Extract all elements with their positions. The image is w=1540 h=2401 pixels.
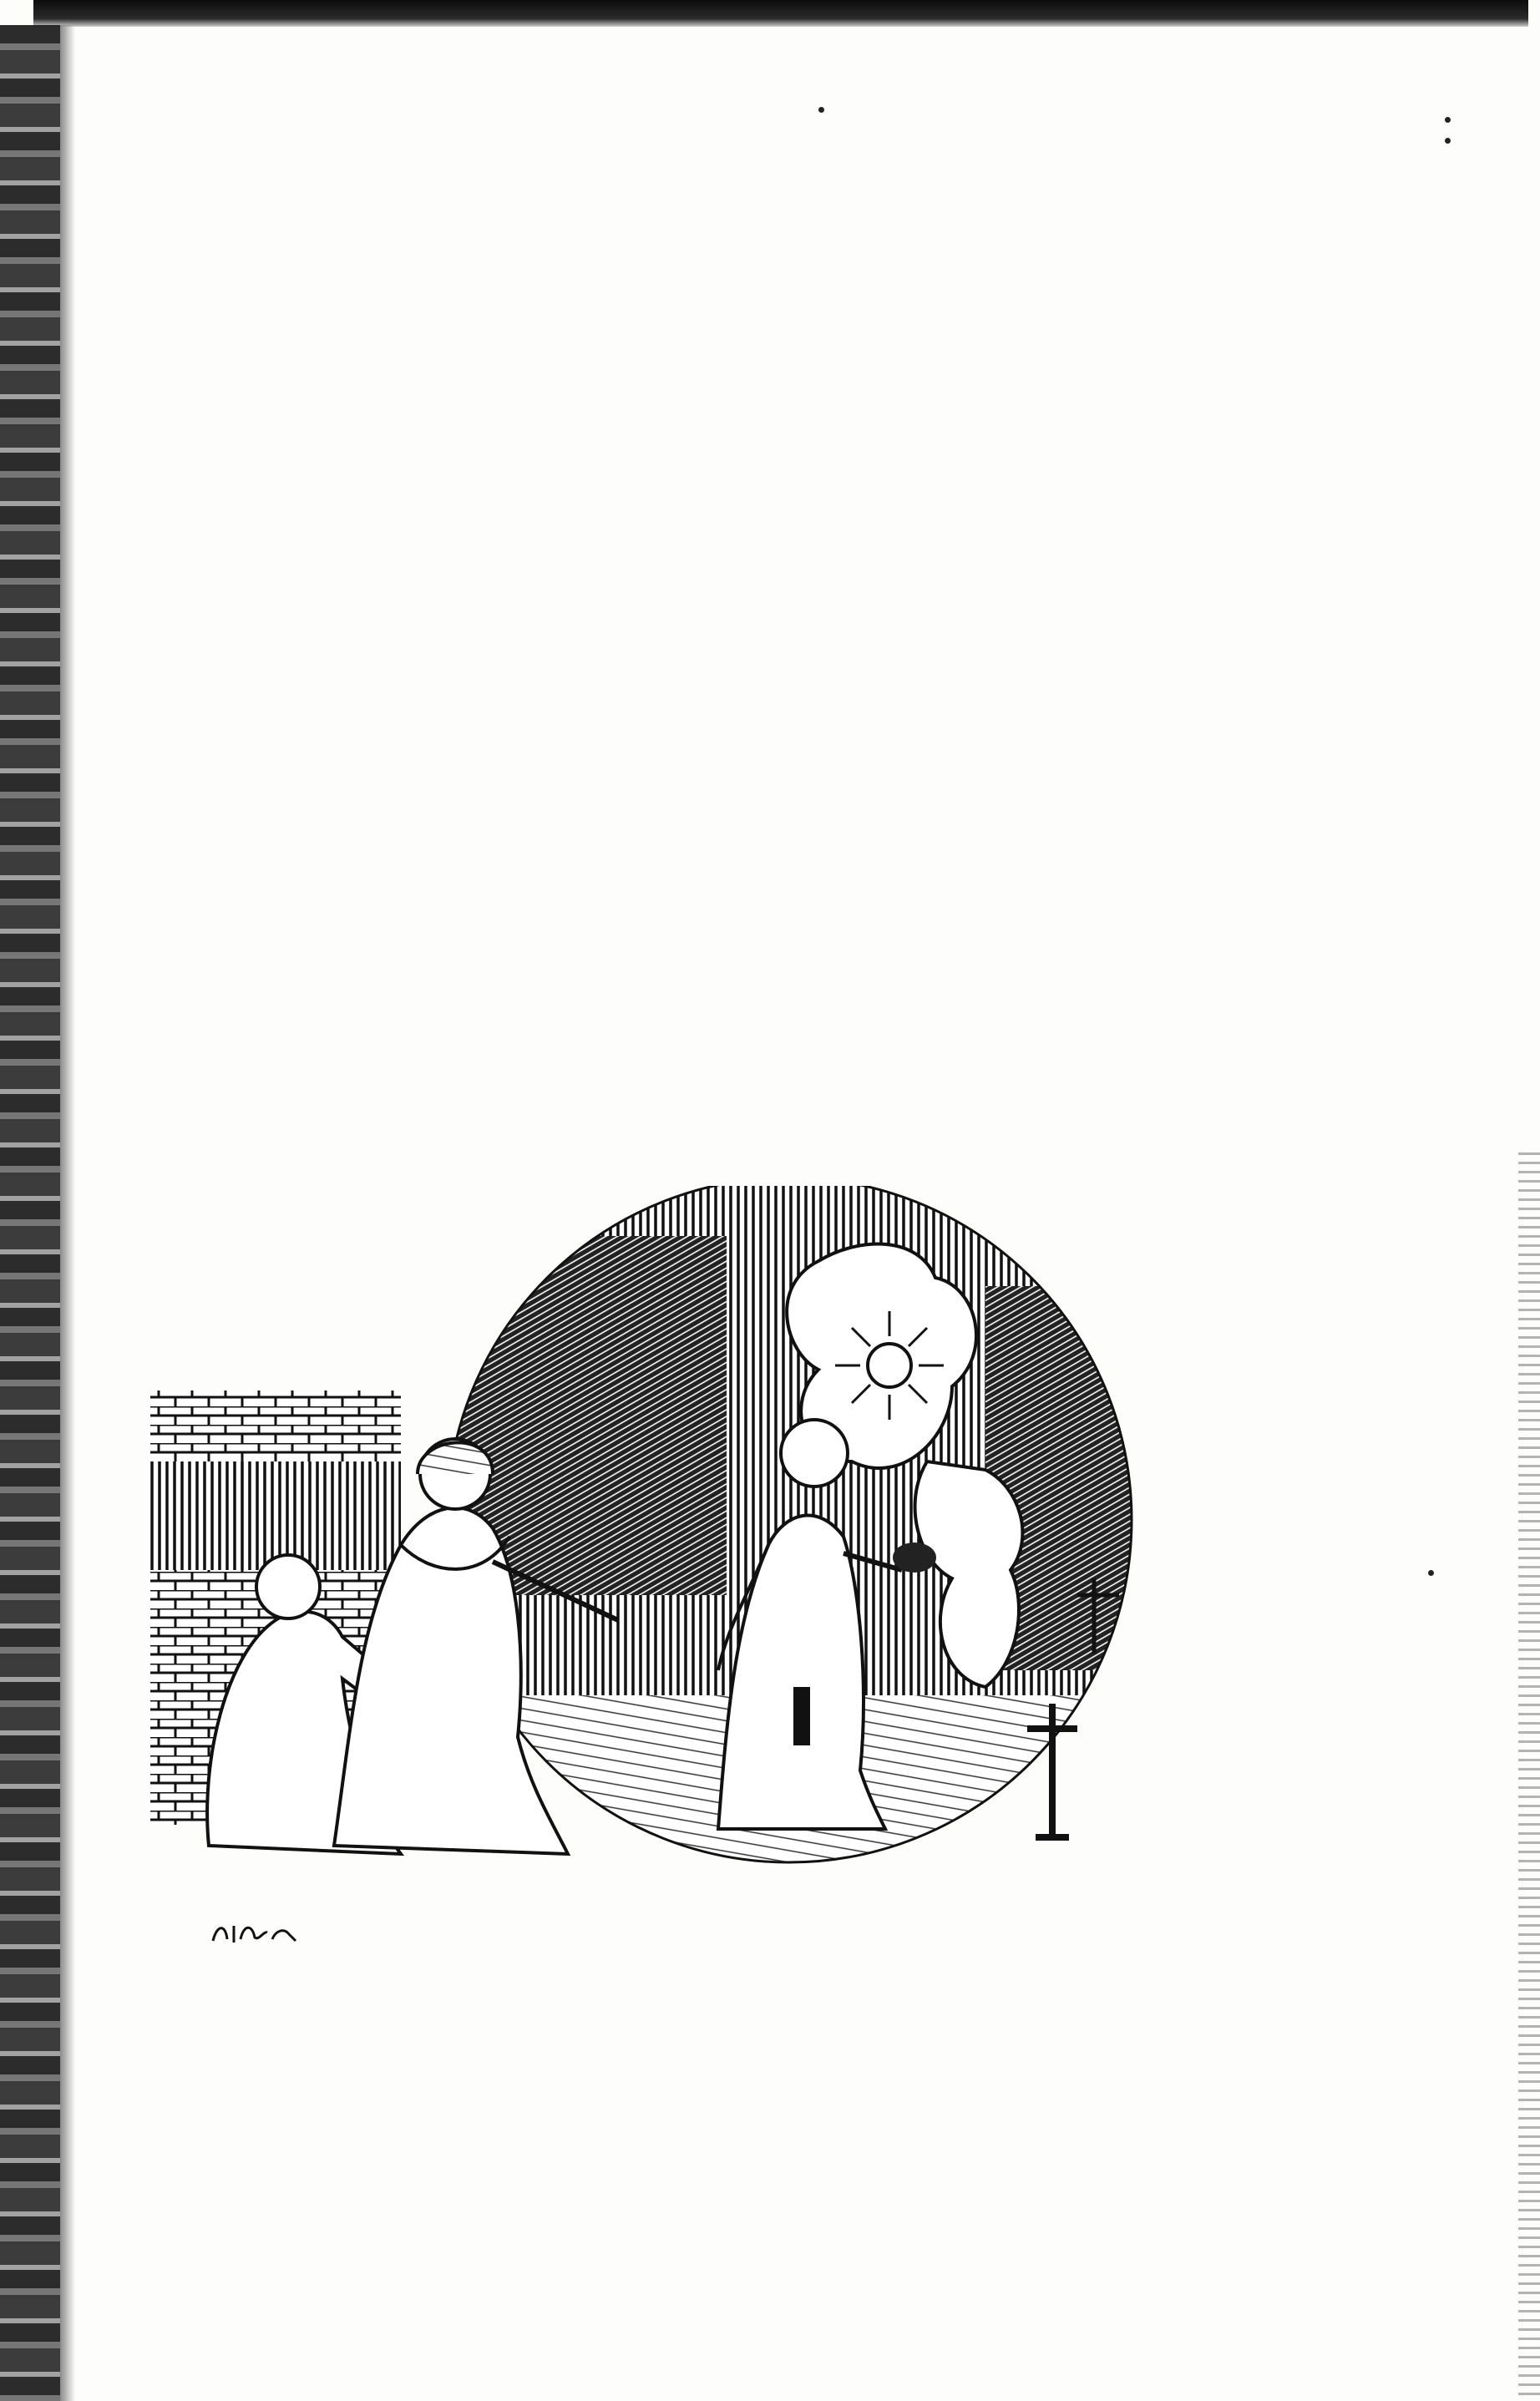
engraving-illustration <box>150 1186 1299 1921</box>
scan-edge-right <box>1518 1152 1540 2401</box>
scan-edge-top <box>33 0 1528 27</box>
scan-edge-shadow <box>60 25 75 2401</box>
dust-speck <box>1445 117 1451 123</box>
engraver-signature <box>209 1916 301 1949</box>
running-head <box>146 164 1307 214</box>
scan-edge-left <box>0 25 60 2401</box>
dust-speck <box>818 107 824 113</box>
dust-speck <box>1428 1570 1434 1576</box>
dust-speck <box>1445 138 1451 144</box>
